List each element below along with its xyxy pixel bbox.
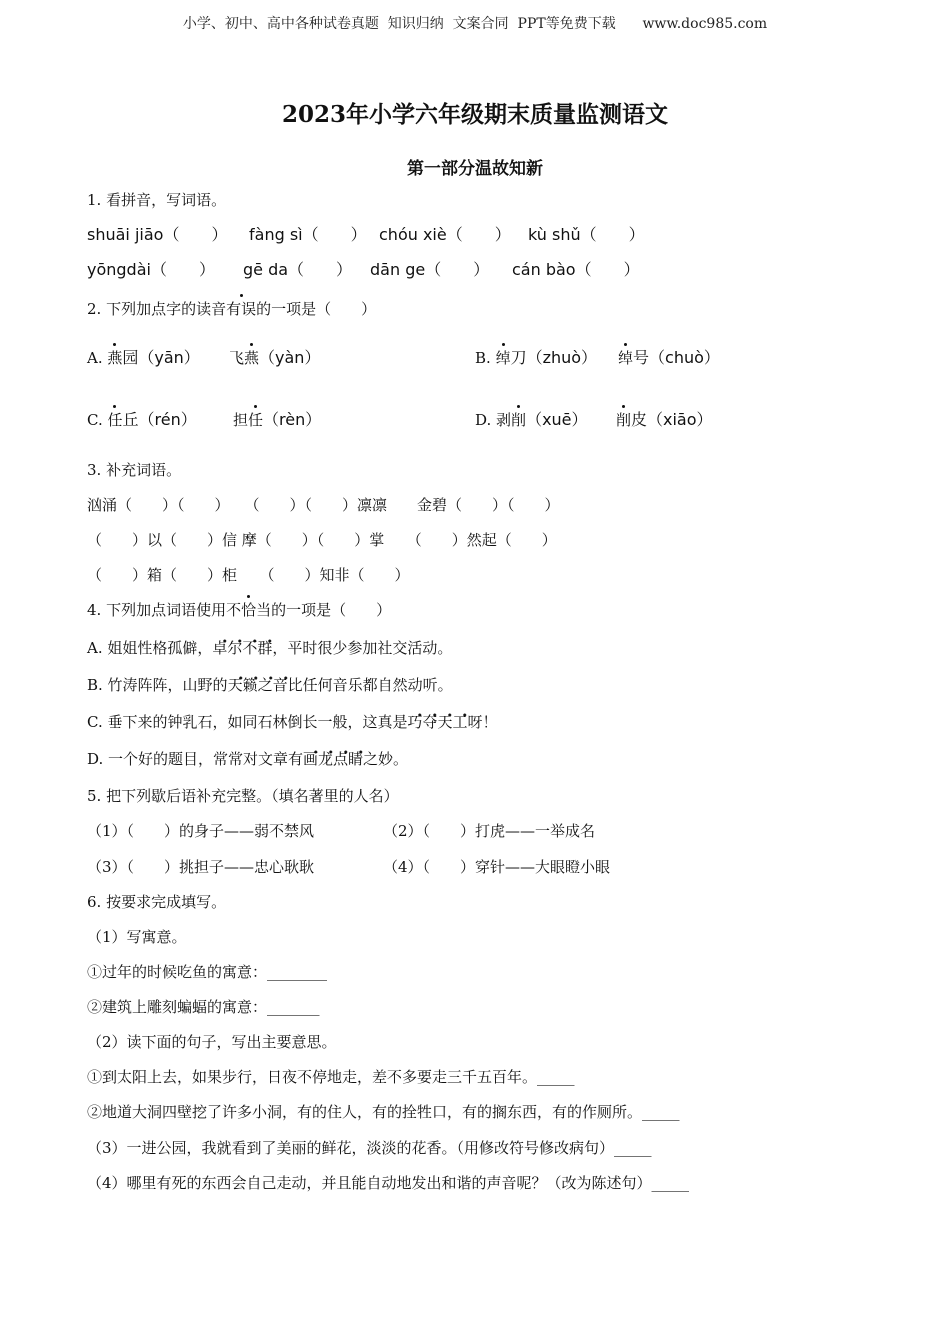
q1-item: chóu xiè（ ） [379, 225, 511, 244]
q1-item: shuāi jiāo（ ） [87, 225, 228, 244]
q3-line: （ ）以（ ）信 摩（ ）（ ）掌 （ ）然起（ ） [87, 531, 557, 549]
q1-item: kù shǔ（ ） [528, 225, 645, 244]
q4-option-a: A. 姐姐性格孤僻，卓尔不群，平时很少参加社交活动。 [87, 639, 453, 657]
dotted-char: 绰 [495, 349, 511, 367]
dotted-char: 任 [107, 411, 123, 429]
q3-line: （ ）箱（ ）柜 （ ）知非（ ） [87, 566, 410, 584]
q6-stem: 6. 按要求完成填写。 [87, 893, 227, 911]
q5-item-1: （1）（ ）的身子——弱不禁风 [87, 822, 315, 840]
dotted-phrase: 天籁之音 [227, 676, 288, 694]
q6-part: （2）读下面的句子，写出主要意思。 [87, 1033, 337, 1051]
q6-subitem: ①过年的时候吃鱼的寓意：________ [87, 963, 328, 981]
dotted-phrase: 卓尔不群 [212, 639, 273, 657]
site-banner: 小学、初中、高中各种试卷真题 知识归纳 文案合同 PPT等免费下载 www.doc985.com [182, 16, 768, 32]
q6-subitem: ②建筑上雕刻蝙蝠的寓意：_______ [87, 998, 320, 1016]
q1-item: dān ge（ ） [370, 260, 490, 279]
q5-item-2: （2）（ ）打虎——一举成名 [383, 822, 596, 840]
q6-part: （4）哪里有死的东西会自己走动，并且能自动地发出和谐的声音呢？（改为陈述句）_____ [87, 1174, 690, 1192]
dotted-char: 燕 [244, 349, 260, 367]
dotted-phrase: 画龙点睛 [303, 750, 364, 768]
section-title: 第一部分温故知新 [407, 159, 543, 179]
q1-item: gē da（ ） [243, 260, 353, 279]
emphasis: 有误 [226, 300, 257, 318]
q2-option-b: B. 绰刀（zhuò） 绰号（chuò） [475, 348, 720, 367]
q5-item-3: （3）（ ）挑担子——忠心耿耿 [87, 858, 315, 876]
q2-option-c: C. 任丘（rén） 担任（rèn） [87, 410, 322, 429]
dotted-phrase: 巧夺天工 [407, 713, 468, 731]
q2-option-a: A. 燕园（yān） 飞燕（yàn） [87, 348, 321, 367]
q4-stem: 4. 下列加点词语使用不恰当的一项是（ ） [87, 601, 392, 619]
dotted-char: 燕 [107, 349, 123, 367]
emphasis: 不恰当 [226, 601, 272, 619]
q6-subitem: ①到太阳上去，如果步行，日夜不停地走，差不多要走三千五百年。_____ [87, 1068, 575, 1086]
q6-subitem: ②地道大洞四壁挖了许多小洞，有的住人，有的拴牲口，有的搁东西，有的作厕所。_____ [87, 1103, 680, 1121]
q2-stem: 2. 下列加点字的读音有误的一项是（ ） [87, 300, 377, 318]
q6-part: （3）一进公园，我就看到了美丽的鲜花，淡淡的花香。（用修改符号修改病句）_____ [87, 1139, 652, 1157]
q4-option-d: D. 一个好的题目，常常对文章有画龙点睛之妙。 [87, 750, 409, 768]
dotted-char: 削 [511, 411, 527, 429]
q4-option-c: C. 垂下来的钟乳石，如同石林倒长一般，这真是巧夺天工呀！ [87, 713, 498, 731]
q3-line: 汹涌（ ）（ ） （ ）（ ）凛凛 金碧（ ）（ ） [87, 496, 560, 514]
q5-stem: 5. 把下列歇后语补充完整。（填名著里的人名） [87, 787, 399, 805]
q1-item: yōngdài（ ） [87, 260, 215, 279]
q1-stem: 1. 看拼音，写词语。 [87, 191, 227, 209]
page-title: 2023年小学六年级期末质量监测语文 [281, 101, 668, 128]
q1-item: fàng sì（ ） [249, 225, 367, 244]
dotted-char: 绰 [618, 349, 634, 367]
q2-option-d: D. 剥削（xuē） 削皮（xiāo） [475, 410, 713, 429]
q1-item: cán bào（ ） [512, 260, 640, 279]
q3-stem: 3. 补充词语。 [87, 461, 182, 479]
q4-option-b: B. 竹涛阵阵，山野的天籁之音比任何音乐都自然动听。 [87, 676, 453, 694]
dotted-char: 任 [248, 411, 264, 429]
q6-part: （1）写寓意。 [87, 928, 187, 946]
dotted-char: 削 [616, 411, 632, 429]
q5-item-4: （4）（ ）穿针——大眼瞪小眼 [383, 858, 611, 876]
